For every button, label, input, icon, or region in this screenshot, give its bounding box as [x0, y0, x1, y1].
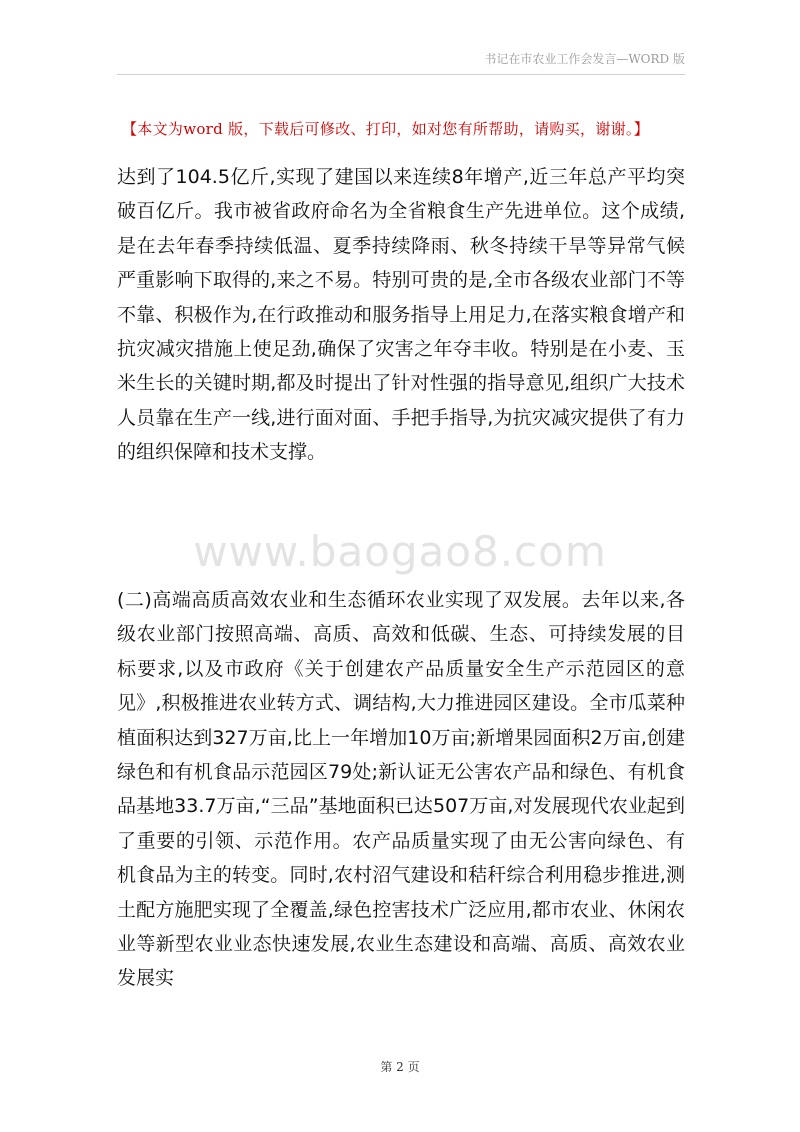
download-notice: 【本文为word 版，下载后可修改、打印，如对您有所帮助，请购买，谢谢。】: [122, 120, 650, 138]
page-number: 第 2 页: [380, 1060, 420, 1074]
document-title: 书记在市农业工作会发言—WORD 版: [484, 52, 685, 66]
body-paragraph-2: (二)高端高质高效农业和生态循环农业实现了双发展。去年以来,各级农业部门按照高端、高质、高效和低碳、生态、可持续发展的目标要求,以及市政府《关于创建农产品质量安全生产示范园区的意见》,积极推进农业转方式、调结构,大力推进园区建设。全市瓜菜种植面积达到327万亩,比上一年增加10万亩;新增果园面积2万亩,创建绿色和有机食品示范园区79处;新认证无公害农产品和绿色、有机食品基地33.7万亩,“三品”基地面积已达507万亩,对发展现代农业起到了重要的引领、示范作用。农产品质量实现了由无公害向绿色、有机食品为主的转变。同时,农村沼气建设和秸秆综合利用稳步推进,测土配方施肥实现了全覆盖,绿色控害技术广泛应用,都市农业、休闲农业等新型农业业态快速发展,农业生态建设和高端、高质、高效农业发展实: [117, 589, 685, 990]
body-paragraph-1: 达到了104.5亿斤,实现了建国以来连续8年增产,近三年总产平均突破百亿斤。我市被省政府命名为全省粮食生产先进单位。这个成绩,是在去年春季持续低温、夏季持续降雨、秋冬持续干旱等异常气候严重影响下取得的,来之不易。特别可贵的是,全市各级农业部门不等不靠、积极作为,在行政推动和服务指导上用足力,在落实粮食增产和抗灾减灾措施上使足劲,确保了灾害之年夺丰收。特别是在小麦、玉米生长的关键时期,都及时提出了针对性强的指导意见,组织广大技术人员靠在生产一线,进行面对面、手把手指导,为抗灾减灾提供了有力的组织保障和技术支撑。: [117, 166, 685, 464]
watermark: www.baogao8.com: [193, 527, 607, 576]
page-header: [117, 44, 685, 75]
